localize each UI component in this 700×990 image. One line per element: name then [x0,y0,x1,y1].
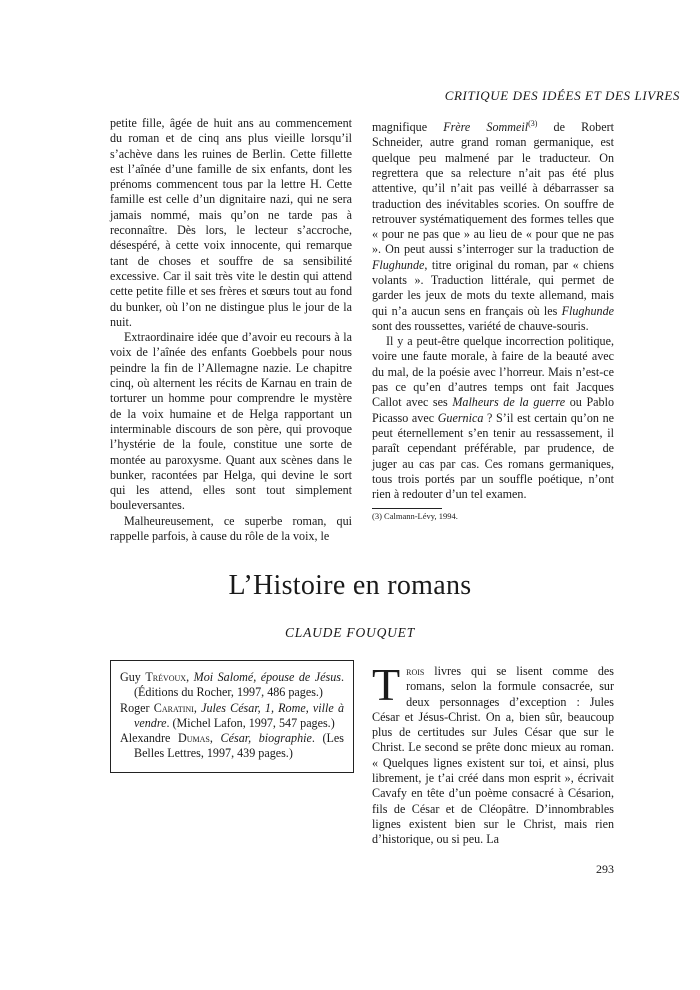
running-head: CRITIQUE DES IDÉES ET DES LIVRES [444,88,680,103]
paragraph: Trois livres qui se lisent comme des romans, selon la formule consacrée, sur deux personnages d’exception : Jules César et Jésus-Christ. On a, bien sûr, beaucoup plus de certitudes sur Jules César que sur le Christ. Le second se prête donc mieux au roman. « Quelques lignes existent sur toi, et ainsi, plus librement, je t’ai créé dans mon esprit », écrivait Cavafy en tête d’un poème consacré à Césarion, fils de César et de Cléopâtre. D’innombrables lignes existent bien sur le Christ, mais rien d’historique, ou si peu. La [372,659,614,847]
article-author: CLAUDE FOUQUET [284,625,416,640]
bibliography-entry: Guy Trévoux, Moi Salomé, épouse de Jésus. (Éditions du Rocher, 1997, 486 pages.) [120,670,344,700]
paragraph: Malheureusement, ce superbe roman, qui rappelle parfois, à cause du rôle de la voix, le [110,513,352,544]
artwork-title: Guernica [437,410,484,425]
paragraph: magnifique Frère Sommeil$^{(3)}$ de Robert Schneider, autre grand roman germanique, est quelque peu malmené par le traducteur. On regrettera que sa relecture n’ait pas été plus attentive, qu’il n’ait pas veillé à débarrasser sa traduction des inévitables scories. On souffre de retrouver systématiquement des formes telles que « pour ne pas que » au lieu de « pour que ne pas ». On peut aussi s’interroger sur la traduction de Flughunde, titre original du roman, par « chiens volants ». Traduction littérale, qui permet de garder les jeux de mots du texte allemand, mais qui n’a aucun sens en français où les Flughunde sont des roussettes, variété de chauve-souris. [372,119,614,333]
drop-cap: T [372,659,401,710]
book-title: Flughunde [561,303,614,318]
footnote-ref: (3) [528,119,538,128]
bibliography-entry: Roger Caratini, Jules César, 1, Rome, ville à vendre. (Michel Lafon, 1997, 547 pages.) [120,700,344,730]
paragraph: Il y a peut-être quelque incorrection politique, voire une faute morale, à faire de la beauté avec du mal, de la poésie avec l’horreur. Mais n’est-ce pas ce qu’en d’autres temps ont fait Jacques Callot avec ses Malheurs de la guerre ou Pablo Picasso avec Guernica ? S’il est certain qu’on ne peut éternellement s’en tenir au ressassement, il paraît cependant préférable, par prudence, de juger au cas par cas. Ces romans germaniques, tous trois portés par un souffle poétique, n’ont rien à redouter d’un tel examen. [372,334,615,502]
artwork-title: Malheurs de la guerre [452,395,566,410]
bibliography-entry: Alexandre Dumas, César, biographie. (Les Belles Lettres, 1997, 439 pages.) [120,731,344,761]
paragraph: petite fille, âgée de huit ans au commencement du roman et de cinq ans plus vieille lorsqu’il s’achève dans les ruines de Berlin. Cette fillette est l’aînée d’une famille de six enfants, dont les prénoms commencent tous par la lettre H. Cette famille est celle d’un dignitaire nazi, qui ne sera jamais nommé, mais qu’on ne tarde pas à reconnaître. Dès lors, le lecteur s’accroche, désespéré, à cette voix innocente, qui remarque tant de choses et souffre de sa sensibilité excessive. Car il sait très vite le destin qui attend cette petite fille et ses frères et sœurs tout au fond du bunker, où l’on ne distingue plus le jour de la nuit. [110,116,352,329]
left-column [110,116,352,544]
right-column [372,116,614,525]
page-number: 293 [596,862,614,876]
book-title: Flughunde [372,257,425,272]
bibliography-box [110,660,354,773]
footnote: (3) Calmann-Lévy, 1994. [372,511,458,522]
book-title: Frère Sommeil [443,120,529,135]
article-body [372,659,614,848]
article-title: L’Histoire en romans [228,570,472,601]
paragraph: Extraordinaire idée que d’avoir eu recours à la voix de l’aînée des enfants Goebbels pour nous peindre la fin de l’Allemagne nazie. Le chapitre cinq, où alternent les récits de Karnau en train de torturer un homme pour comprendre le mystère de la voix humaine et de Helga rapportant un interminable discours de son père, qui provoque l’hystérie de la foule, constitue une sorte de montée au paroxysme. Quant aux scènes dans le bunker, racontées par Helga, qui devine le sort qui les attend, elles sont tout simplement bouleversantes. [110,330,352,513]
